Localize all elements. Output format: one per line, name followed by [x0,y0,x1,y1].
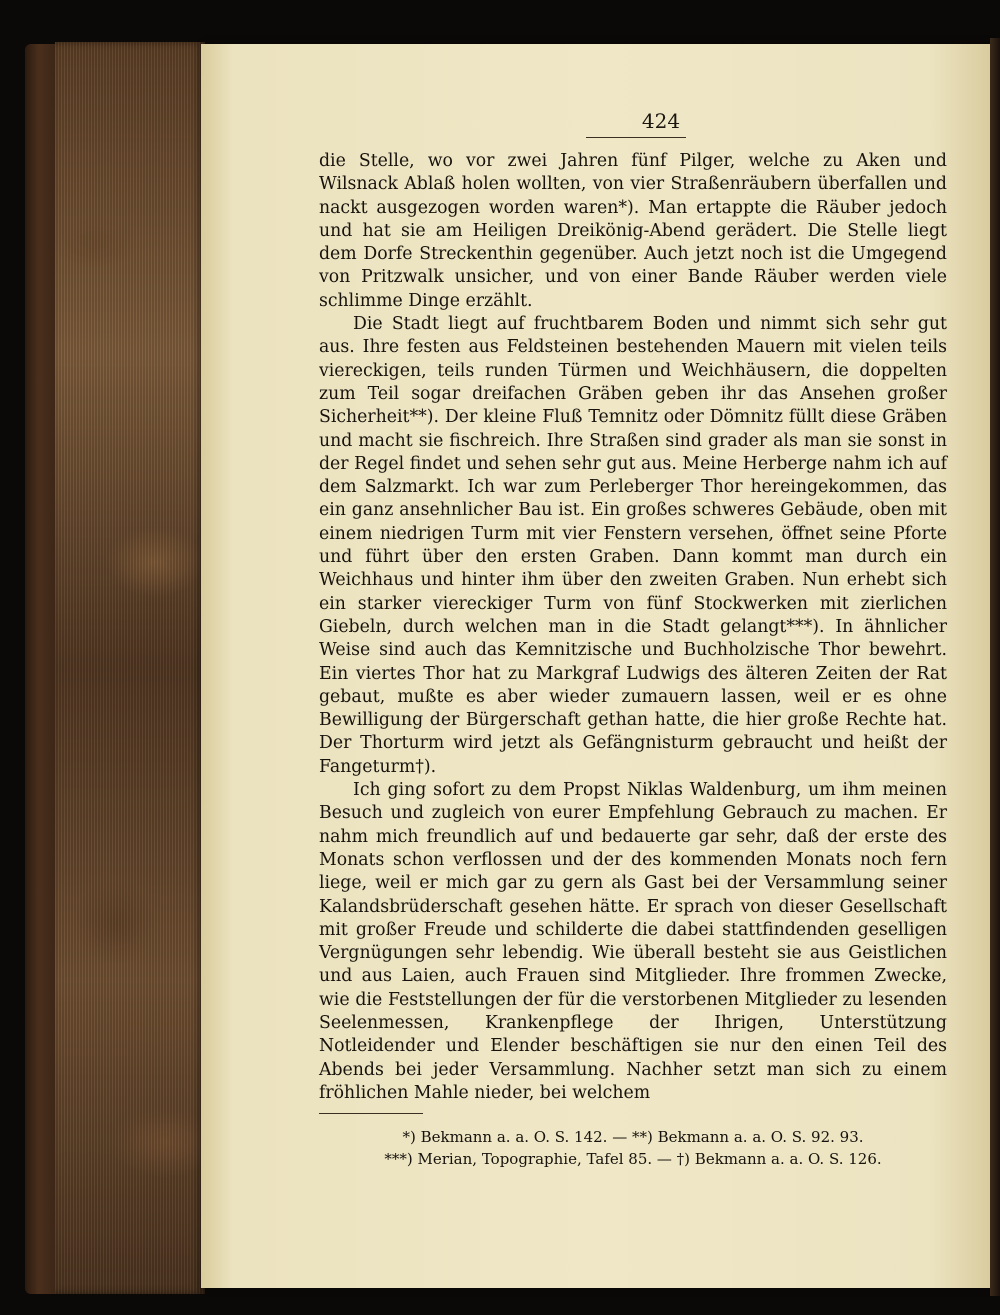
paragraph-1: die Stelle, wo vor zwei Jahren fünf Pilger, welche zu Aken und Wilsnack Ablaß holen wollten, von vier Straßenräubern überfallen und nackt ausgezogen worden waren*). Man ertappte die Räuber jedoch und hat sie am Heiligen Dreikönig-Abend gerädert. Die Stelle liegt dem Dorfe Streckenthin gegenüber. Auch jetzt noch ist die Umgegend von Pritzwalk unsicher, und von einer Bande Räuber werden viele schlimme Dinge erzählt. [319,151,947,311]
body-text [319,150,947,1105]
next-page-edge [990,38,1000,1296]
marbled-page-edges [55,42,205,1294]
footnotes [319,1126,947,1170]
footnote-line-1: *) Bekmann a. a. O. S. 142. — **) Bekmann a. a. O. S. 92. 93. [402,1128,864,1146]
book-cover-edge [25,44,59,1294]
page-number: 424 [641,109,681,133]
paragraph-3: Ich ging sofort zu dem Propst Niklas Waldenburg, um ihm meinen Besuch und zugleich von eurer Empfehlung Gebrauch zu machen. Er nahm mich freundlich auf und bedauerte gar sehr, daß der erste des Monats schon verflossen und der des kommenden Monats noch fern liege, weil er mich gar zu gern als Gast bei der Versammlung seiner Kalandsbrüderschaft gesehen hätte. Er sprach von dieser Gesellschaft mit großer Freude und schilderte die dabei stattfindenden geselligen Vergnügungen sehr lebendig. Wie überall besteht sie aus Geistlichen und aus Laien, auch Frauen sind Mitglieder. Ihre frommen Zwecke, wie die Feststellungen der für die verstorbenen Mitglieder zu lesenden Seelenmessen, Krankenpflege der Ihrigen, Unterstützung Notleidender und Elender beschäftigen sie nur den einen Teil des Abends bei jeder Versammlung. Nachher setzt man sich zu einem fröhlichen Mahle nieder, bei welchem [319,780,947,1103]
paragraph-2: Die Stadt liegt auf fruchtbarem Boden und nimmt sich sehr gut aus. Ihre festen aus Feldsteinen bestehenden Mauern mit vielen teils viereckigen, teils runden Türmen und Weichhäusern, die doppelten zum Teil sogar dreifachen Gräben geben ihr das Ansehen großer Sicherheit**). Der kleine Fluß Temnitz oder Dömnitz füllt diese Gräben und macht sie fischreich. Ihre Straßen sind grader als man sie sonst in der Regel findet und sehen sehr gut aus. Meine Herberge nahm ich auf dem Salzmarkt. Ich war zum Perleberger Thor hereingekommen, das ein ganz ansehnlicher Bau ist. Ein großes schweres Gebäude, oben mit einem niedrigen Turm mit vier Fenstern versehen, öffnet seine Pforte und führt über den ersten Graben. Dann kommt man durch ein Weichhaus und hinter ihm über den zweiten Graben. Nun erhebt sich ein starker viereckiger Turm von fünf Stockwerken mit zierlichen Giebeln, durch welchen man in die Stadt gelangt***). In ähnlicher Weise sind auch das Kemnitzische und Buchholzische Thor bewehrt. Ein viertes Thor hat zu Markgraf Ludwigs des älteren Zeiten der Rat gebaut, mußte es aber wieder zumauern lassen, weil er es ohne Bewilligung der Bürgerschaft gethan hatte, die hier große Rechte hat. Der Thorturm wird jetzt als Gefängnisturm gebraucht und heißt der Fangeturm†). [319,314,947,777]
book-page [201,44,993,1288]
open-book [25,38,1000,1300]
footnote-line-2: ***) Merian, Topographie, Tafel 85. — †) Bekmann a. a. O. S. 126. [384,1150,882,1168]
page-number-rule [586,137,686,138]
footnote-rule [319,1113,423,1114]
